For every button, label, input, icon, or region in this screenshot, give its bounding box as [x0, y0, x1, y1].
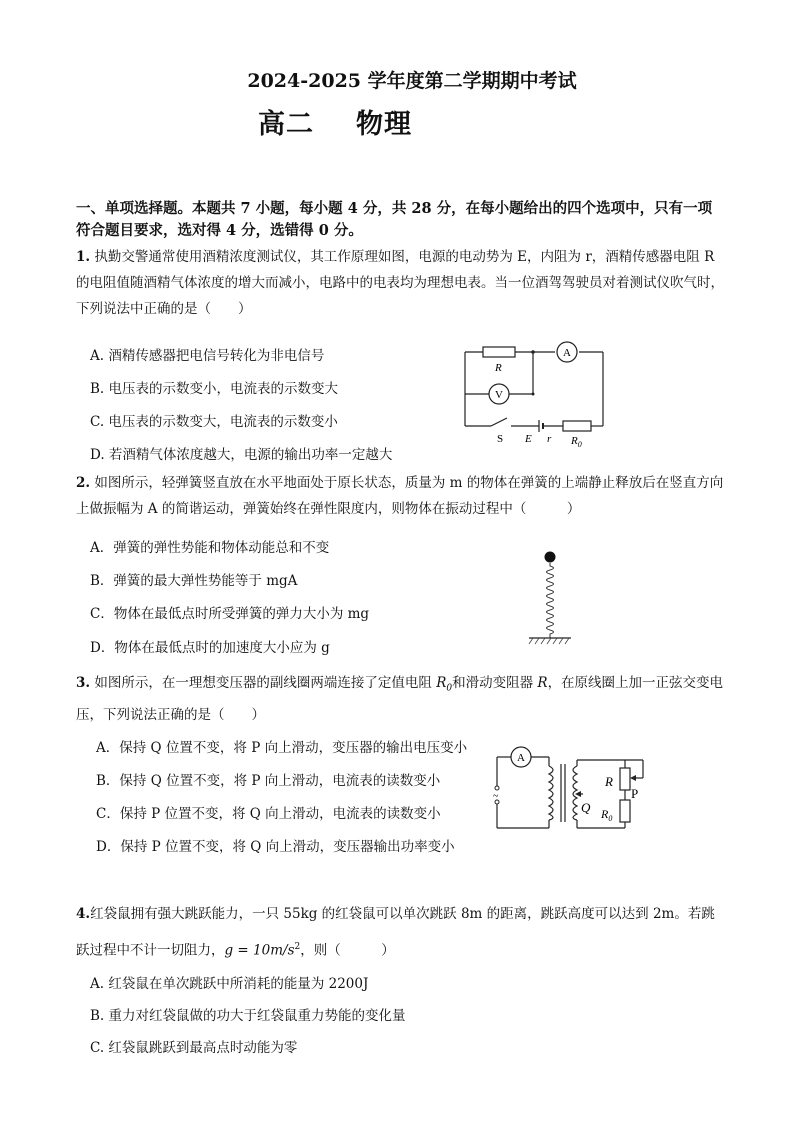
grade-label: 高二 — [258, 109, 314, 140]
subject-title — [258, 102, 412, 141]
question-text: ，在原线圈上加一正弦交变电压，下列说法正确的是（ ） — [76, 675, 724, 723]
ac-symbol: ~ — [493, 791, 499, 802]
mass-ball — [545, 552, 556, 563]
q2-option-c: C．物体在最低点时所受弹簧的弹力大小为 mg — [90, 606, 370, 622]
question-3-stem — [76, 670, 726, 728]
label-ammeter: A — [517, 752, 525, 764]
q4-option-b: B. 重力对红袋鼠做的功大于红袋鼠重力势能的变化量 — [90, 1008, 406, 1024]
formula-superscript: 2 — [294, 942, 301, 952]
label-ammeter: A — [563, 347, 571, 359]
input-terminal — [495, 786, 499, 790]
q4-option-c: C. 红袋鼠跳跃到最高点时动能为零 — [90, 1040, 298, 1056]
q2-option-a: A．弹簧的弹性势能和物体动能总和不变 — [90, 540, 330, 556]
q2-option-b: B．弹簧的最大弹性势能等于 mgA — [90, 573, 298, 589]
question-text: 如图所示，在一理想变压器的副线圈两端连接了定值电阻 — [94, 675, 437, 691]
label-r0: $R_0$ — [571, 435, 582, 449]
q3-transformer-diagram — [485, 742, 660, 837]
junction-dot — [531, 350, 535, 354]
question-text: 如图所示，轻弹簧竖直放在水平地面处于原长状态，质量为 m 的物体在弹簧的上端静止释放后在竖直方向上做振幅为 A 的简谐运动，弹簧始终在弹性限度内，则物体在振动过程中（ ） — [76, 475, 724, 517]
question-text: 执勤交警通常使用酒精浓度测试仪，其工作原理如图，电源的电动势为 E，内阻为 r，酒精传感器电阻 R 的电阻值随酒精气体浓度的增大而减小，电路中的电表均为理想电表。当一位酒驾驾驶员对着测试仪吹气时，下列说法中正确的是（ ） — [76, 249, 724, 317]
q2-spring-diagram — [525, 548, 575, 652]
q1-option-c: C. 电压表的示数变大，电流表的示数变小 — [90, 414, 338, 430]
q4-option-a: A. 红袋鼠在单次跳跃中所消耗的能量为 2200J — [90, 976, 369, 992]
q1-circuit-diagram — [455, 338, 615, 453]
q3-option-a: A．保持 Q 位置不变，将 P 向上滑动，变压器的输出电压变小 — [96, 740, 468, 756]
exam-title: 2024-2025 学年度第二学期期中考试 — [247, 70, 577, 92]
question-number: 1. — [76, 249, 91, 265]
formula-g: g = 10m/s — [224, 942, 295, 959]
question-4-stem — [76, 898, 726, 968]
label-r: R — [495, 362, 502, 374]
question-number: 3. — [76, 675, 91, 691]
question-number: 4. — [76, 906, 91, 922]
section-heading: 一、单项选择题。本题共 7 小题，每小题 4 分，共 28 分，在每小题给出的四个选项中，只有一项符合题目要求，选对得 4 分，选错得 0 分。 — [76, 200, 713, 239]
tap-q-arrow — [575, 791, 581, 797]
question-text: ，则（ ） — [300, 942, 395, 959]
label-p: P — [631, 786, 639, 801]
label-r: R — [605, 774, 613, 789]
label-emf: E — [525, 433, 532, 445]
q3-option-d: D．保持 P 位置不变，将 Q 向上滑动，变压器输出功率变小 — [96, 839, 455, 855]
label-q: Q — [581, 800, 591, 815]
symbol-r0-subscript: 0 — [446, 683, 453, 694]
ground-hatching — [529, 638, 569, 644]
q3-option-c: C．保持 P 位置不变，将 Q 向上滑动，电流表的读数变小 — [96, 806, 441, 822]
symbol-r: R — [537, 675, 548, 691]
q1-option-d: D. 若酒精气体浓度越大，电源的输出功率一定越大 — [90, 447, 393, 463]
slider-p-arrow — [630, 775, 636, 781]
question-2-stem — [76, 470, 726, 522]
spring-coil — [547, 563, 554, 638]
q3-option-b: B．保持 Q 位置不变，将 P 向上滑动，电流表的读数变小 — [96, 773, 441, 789]
question-text: 红袋鼠拥有强大跳跃能力，一只 55kg 的红袋鼠可以单次跳跃 8m 的距离，跳跃高度可以达到 2m。若跳跃过程中不计一切阻力， — [76, 906, 715, 959]
q1-option-a: A. 酒精传感器把电信号转化为非电信号 — [90, 348, 325, 364]
q1-option-b: B. 电压表的示数变小，电流表的示数变大 — [90, 381, 339, 397]
label-switch: S — [497, 433, 504, 445]
subject-label: 物理 — [356, 109, 412, 140]
label-voltmeter: V — [495, 389, 503, 401]
q2-option-d: D．物体在最低点时的加速度大小应为 g — [90, 640, 330, 656]
label-internal-r: r — [547, 433, 552, 445]
junction-dot — [532, 393, 535, 396]
label-r0: $R_0$ — [601, 807, 613, 823]
question-1-stem — [76, 244, 726, 322]
question-number: 2. — [76, 475, 91, 491]
question-text: 和滑动变阻器 — [452, 675, 538, 691]
symbol-r0: R — [436, 675, 447, 691]
